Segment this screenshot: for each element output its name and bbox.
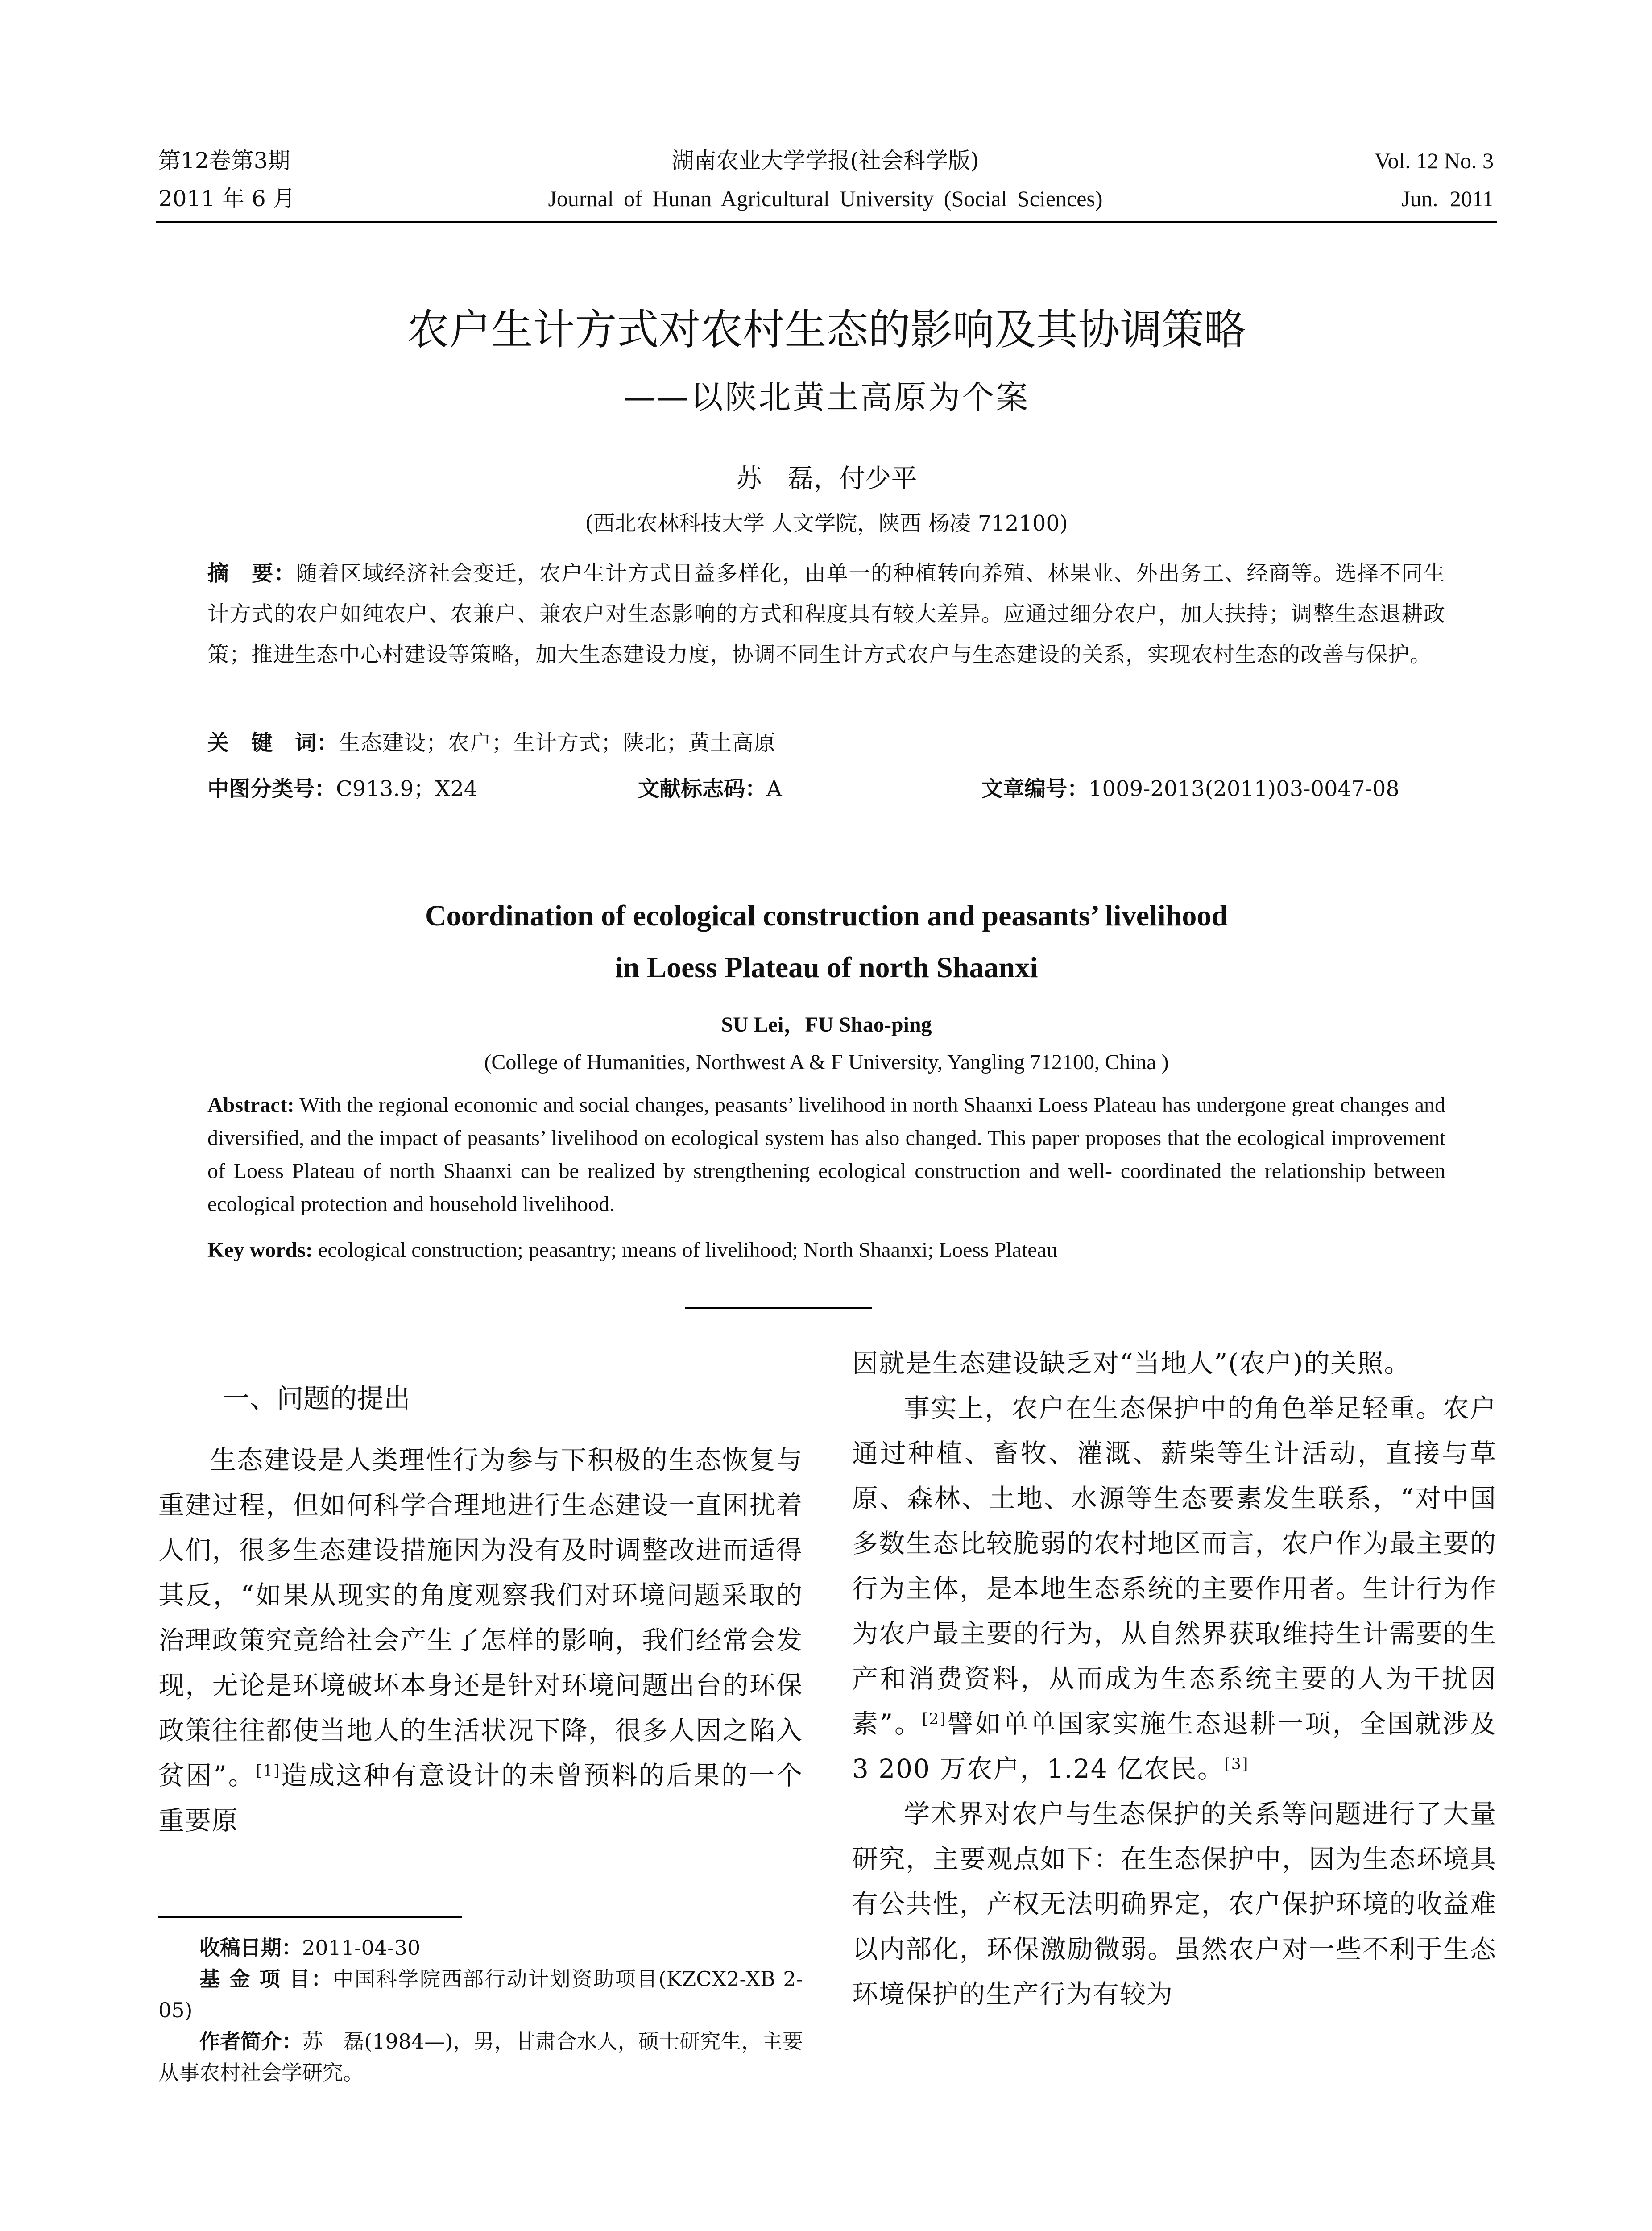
citation-2: [2] — [922, 1710, 947, 1728]
authors-cn: 苏 磊，付少平 — [736, 463, 917, 493]
paragraph-2-cont: 譬如单单国家实施生态退耕一项，全国就涉及 3 200 万农户，1.24 亿农民。 — [852, 1708, 1497, 1784]
footnotes — [158, 1932, 803, 2088]
received-value: 2011-04-30 — [302, 1936, 421, 1960]
abstract-cn — [207, 553, 1445, 675]
paragraph-2 — [852, 1386, 1497, 1791]
author-label: 作者简介： — [199, 2029, 302, 2053]
abstract-en — [207, 1089, 1445, 1221]
subtitle-cn: ——以陕北黄土高原为个案 — [623, 378, 1030, 416]
keywords-cn-label: 关 键 词： — [207, 730, 339, 755]
title-en-line1: Coordination of ecological construction and peasants’ livelihood — [425, 900, 1228, 932]
footnote-rule — [158, 1916, 462, 1918]
header-journal-en: Journal of Hunan Agricultural University (Social Sciences) — [548, 186, 1103, 211]
keywords-cn-text: 生态建设；农户；生计方式；陕北；黄土高原 — [339, 730, 776, 755]
received-label: 收稿日期： — [199, 1936, 302, 1960]
paragraph-2-text: 事实上，农户在生态保护中的角色举足轻重。农户通过种植、畜牧、灌溉、薪柴等生计活动，直接与草原、森林、土地、水源等生态要素发生联系，“对中国多数生态比较脆弱的农村地区而言，农户作为最主要的行为主体，是本地生态系统的主要作用者。生计行为作为农户最主要的行为，从自然界获取维持生计需要的生产和消费资料，从而成为生态系统主要的人为干扰因素”。 — [852, 1393, 1497, 1739]
title-en-line2: in Loess Plateau of north Shaanxi — [615, 951, 1038, 984]
clc-number — [207, 773, 477, 804]
header-rule — [156, 221, 1497, 223]
authors-en: SU Lei，FU Shao-ping — [721, 1013, 932, 1037]
keywords-en-text: ecological construction; peasantry; means of livelihood; North Shaanxi; Loess Plateau — [318, 1238, 1057, 1262]
right-column-body — [852, 1341, 1497, 2017]
paragraph-1-text: 生态建设是人类理性行为参与下积极的生态恢复与重建过程，但如何科学合理地进行生态建设一直困扰着人们，很多生态建设措施因为没有及时调整改进而适得其反，“如果从现实的角度观察我们对环境问题采取的治理政策究竟给社会产生了怎样的影响，我们经常会发现，无论是环境破坏本身还是针对环境问题出台的环保政策往往都使当地人的生活状况下降，很多人因之陷入贫困”。 — [158, 1445, 803, 1791]
doc-label: 文献标志码： — [638, 776, 767, 801]
article-value: 1009-2013(2011)03-0047-08 — [1089, 776, 1399, 801]
doc-value: A — [766, 776, 782, 801]
footnote-fund — [158, 1963, 803, 2026]
keywords-cn — [207, 723, 1445, 763]
author-value: 苏 磊(1984—)，男，甘肃合水人，硕士研究生，主要从事农村社会学研究。 — [158, 2029, 803, 2085]
affiliation-cn: (西北农林科技大学 人文学院，陕西 杨凌 712100) — [585, 511, 1068, 536]
keywords-en-label: Key words: — [207, 1238, 313, 1262]
fund-label: 基 金 项 目： — [199, 1967, 333, 1991]
paragraph-1-cont: 造成这种有意设计的未曾预料的后果的一个重要原 — [158, 1760, 803, 1836]
fund-value: 中国科学院西部行动计划资助项目(KZCX2-XB 2-05) — [158, 1967, 803, 2022]
clc-value: C913.9；X24 — [336, 776, 478, 801]
clc-label: 中图分类号： — [207, 776, 336, 801]
citation-1: [1] — [256, 1762, 281, 1780]
paragraph-3: 学术界对农户与生态保护的关系等问题进行了大量研究，主要观点如下：在生态保护中，因为生态环境具有公共性，产权无法明确界定，农户保护环境的收益难以内部化，环保激励微弱。虽然农户对一些不利于生态环境保护的生产行为有较为 — [852, 1799, 1497, 2009]
footnote-received — [158, 1932, 803, 1963]
document-code — [638, 773, 782, 804]
keywords-en — [207, 1234, 1445, 1267]
header-volume: 第12卷第3期 — [158, 148, 290, 174]
footnote-author — [158, 2026, 803, 2088]
left-column-body — [158, 1438, 803, 1843]
header-volume-en: Vol. 12 No. 3 — [1374, 148, 1494, 173]
abstract-en-text: With the regional economic and social changes, peasants’ livelihood in north Shaanxi Loess Plateau has undergone great changes and diversified, and the impact of peasants’ livelihood on ecological system has also changed. This paper proposes that the ecological improvement of Loess Plateau of north Shaanxi can be realized by strengthening ecological construction and well- coordinated the relationship between ecological protection and household livelihood. — [207, 1093, 1446, 1216]
section-divider — [685, 1307, 872, 1309]
paragraph-1 — [158, 1438, 803, 1843]
citation-3: [3] — [1224, 1755, 1249, 1773]
paragraph-1-end: 因就是生态建设缺乏对“当地人”(农户)的关照。 — [852, 1348, 1411, 1378]
affiliation-en: (College of Humanities, Northwest A & F University, Yangling 712100, China ) — [484, 1050, 1169, 1074]
abstract-cn-label: 摘 要： — [207, 561, 296, 586]
abstract-cn-text: 随着区域经济社会变迁，农户生计方式日益多样化，由单一的种植转向养殖、林果业、外出务工、经商等。选择不同生计方式的农户如纯农户、农兼户、兼农户对生态影响的方式和程度具有较大差异。应通过细分农户，加大扶持；调整生态退耕政策；推进生态中心村建设等策略，加大生态建设力度，协调不同生计方式农户与生态建设的关系，实现农村生态的改善与保护。 — [207, 561, 1445, 667]
article-label: 文章编号： — [981, 776, 1089, 801]
header-journal-cn: 湖南农业大学学报(社会科学版) — [671, 148, 979, 174]
header-date-en: Jun. 2011 — [1401, 186, 1494, 211]
title-cn: 农户生计方式对农村生态的影响及其协调策略 — [407, 306, 1246, 354]
section1-heading: 一、问题的提出 — [223, 1383, 410, 1414]
article-number — [981, 773, 1399, 804]
abstract-en-label: Abstract: — [207, 1093, 294, 1117]
header-date-cn: 2011 年 6 月 — [158, 186, 295, 211]
